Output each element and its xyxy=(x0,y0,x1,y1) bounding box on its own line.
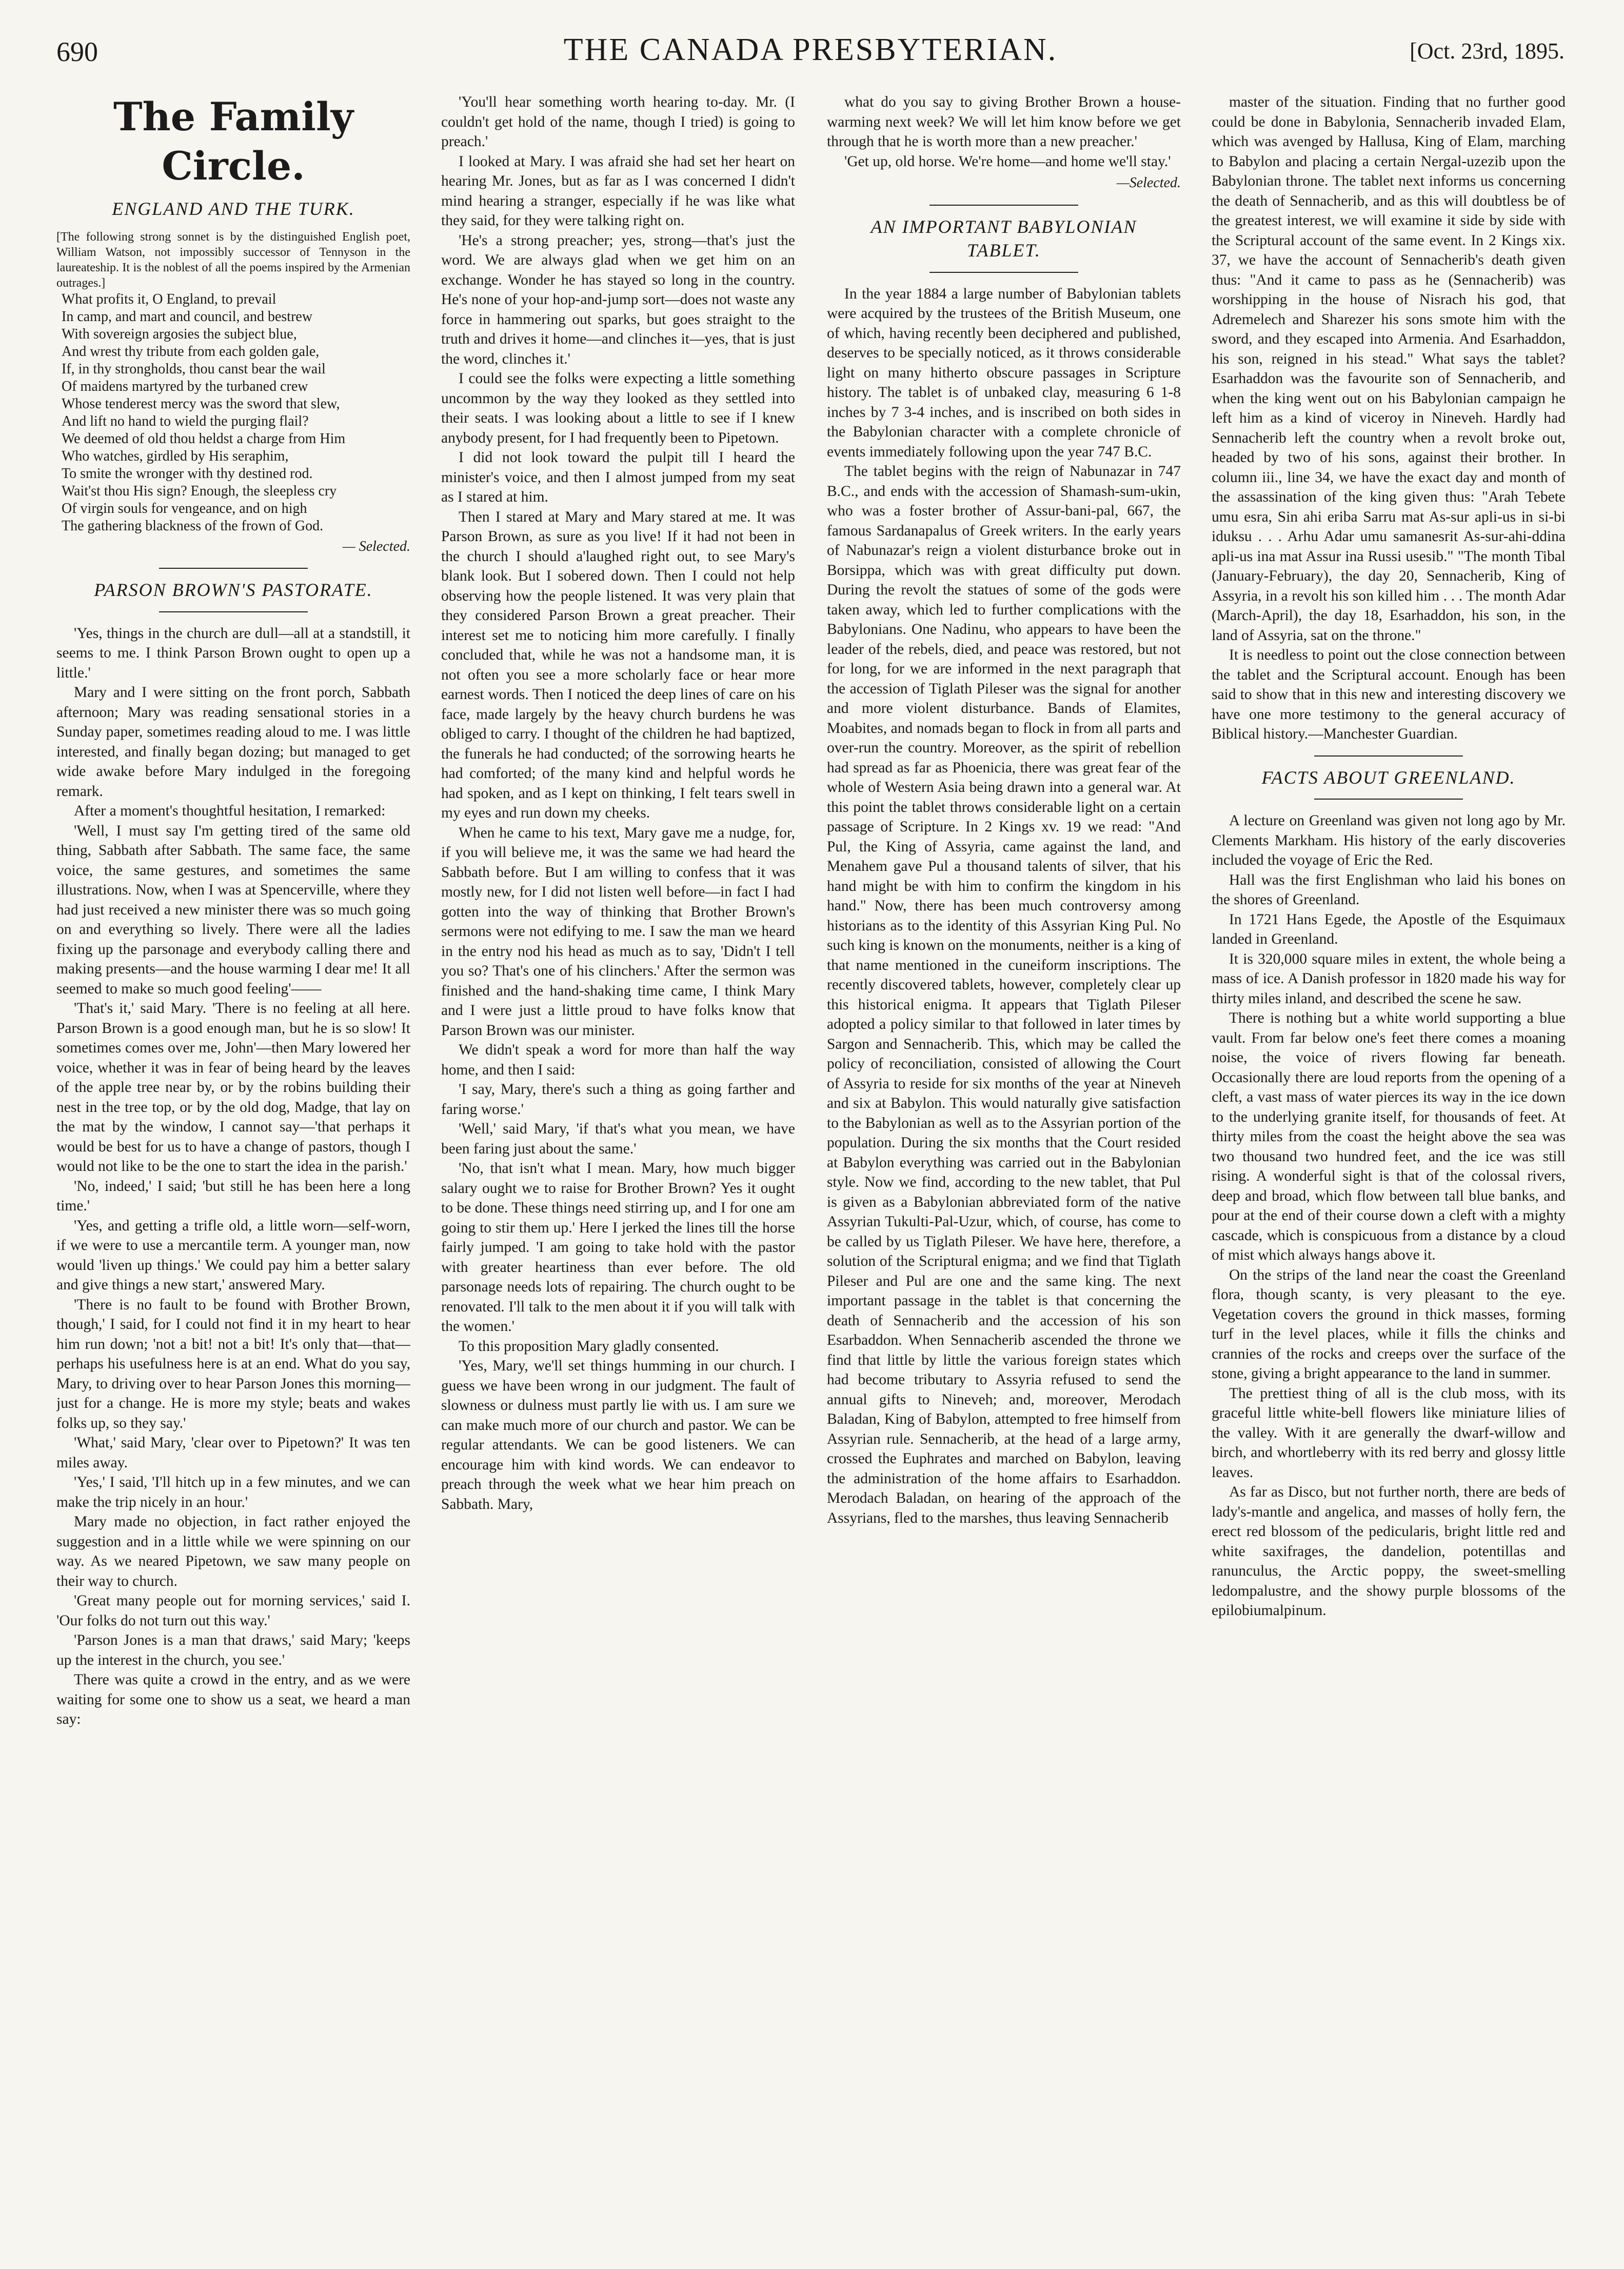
paragraph: master of the situation. Finding that no further good could be done in Babylonia, Sennacherib invaded Elam, which was avenged by Hallusa, King of Elam, marching to Babylon and placing a certain Nergal-uzezib upon the Babylonian throne. The tablet next informs us concerning the death of Sennacherib, and as this will doubtless be of the greatest interest, we will examine it side by side with the Scriptural account of the same event. In 2 Kings xix. 37, we have the account of Sennacherib's death given thus: "And it came to pass as he (Sennacherib) was worshipping in the house of Nisrach his god, that Adremelech and Sharezer his sons smote him with the sword, and they escaped into Armenia. And Esarhaddon, his son, reigned in his stead." What says the tablet? Esarhaddon was the favourite son of Sennacherib, and when the king went out on his Babylonian campaign he left him as a kind of viceroy in Nineveh. Hardly had Sennacherib left the country when a revolt broke out, headed by two of his sons, against their brother. In column iii., line 34, we have the exact day and month of the assassination of the king given thus: "Arah Tebete umu esra, Sin ahi eriba Sarru mat As-sur apli-us in si-bi iduksu . . . Arhu Adar umu samanesrit As-sur-ahi-ddina apli-us ina mat Assur ina Russi usesib." "The month Tibal (January-February), the day 20, Sennacherib, King of Assyria, in a revolt his son killed him . . . The month Adar (March-April), the day 18, Esarhaddon, his son, in the land of Assyria, sat on the throne." xyxy=(1212,94,1566,644)
page-header xyxy=(56,32,1564,78)
divider xyxy=(1314,799,1463,800)
paragraph: When he came to his text, Mary gave me a nudge, for, if you will believe me, it was the same we had heard the Sabbath before. But I am willing to confess that it was mostly new, for I did not listen well before—in fact I had gotten into the way of thinking that Brother Brown's sermons were not edifying to me. I saw the man we heard in the entry nod his head as much as to say, 'Didn't I tell you so? That's one of his clinchers.' After the sermon was finished and the hand-shaking time came, I think Mary and I were just a little proud to have folks know that Parson Brown was our minister. xyxy=(441,824,795,1039)
divider xyxy=(1314,755,1463,757)
paragraph: 'Yes, and getting a trifle old, a little worn—self-worn, if we were to use a mercantile term. A younger man, now would 'liven up things.' We could pay him a better salary and give things a new start,' answered Mary. xyxy=(56,1217,410,1293)
paragraph: In 1721 Hans Egede, the Apostle of the Esquimaux landed in Greenland. xyxy=(1212,911,1566,947)
paragraph: 'What,' said Mary, 'clear over to Pipetown?' It was ten miles away. xyxy=(56,1435,410,1471)
divider xyxy=(929,272,1078,273)
paragraph: After a moment's thoughtful hesitation, I remarked: xyxy=(74,803,386,819)
article-title-parson: PARSON BROWN'S PASTORATE. xyxy=(94,580,373,600)
poem-line: Who watches, girdled by His seraphim, xyxy=(62,448,289,464)
paragraph: I looked at Mary. I was afraid she had set her heart on hearing Mr. Jones, but as far as I was concerned I didn't mind hearing a stranger, especially if he was like what they said, for they were talking right on. xyxy=(441,153,795,229)
poem-credit: — Selected. xyxy=(342,538,410,554)
paragraph: On the strips of the land near the coast the Greenland flora, though scanty, is very pleasant to the eye. Vegetation covers the ground in thick masses, forming turf in the level places, while it fills the chinks and crannies of the rocks and creeps over the surface of the stone, giving a bright appearance to the land in summer. xyxy=(1212,1266,1566,1382)
divider xyxy=(929,205,1078,206)
article-body-parson-continued xyxy=(441,92,795,1514)
section-heading-family-circle: The Family Circle. xyxy=(113,94,353,189)
paragraph: The prettiest thing of all is the club moss, with its graceful little white-bell flowers like miniature lilies of the valley. With it are generally the dwarf-willow and birch, and whortleberry with its red berry and glossy little leaves. xyxy=(1212,1385,1566,1481)
paragraph: 'Well,' said Mary, 'if that's what you mean, we have been faring just about the same.' xyxy=(441,1121,795,1157)
paragraph: To this proposition Mary gladly consented. xyxy=(459,1338,719,1355)
paragraph: 'Yes,' I said, 'I'll hitch up in a few minutes, and we can make the trip nicely in an hour.' xyxy=(56,1474,410,1510)
poem-line: The gathering blackness of the frown of God. xyxy=(62,518,324,534)
paragraph: 'He's a strong preacher; yes, strong—that's just the word. We are always glad when we get him on an exchange. Wonder he has stayed so long in the country. He's none of your hop-and-jump sort—does not waste any force in hammering out sparks, but goes straight to the truth and drives it home—and clinches it—yes, that is just the word, clinches it.' xyxy=(441,232,795,367)
poem-line: What profits it, O England, to prevail xyxy=(62,291,276,307)
article-title-greenland: FACTS ABOUT GREENLAND. xyxy=(1261,767,1516,788)
column-4 xyxy=(1212,92,1566,2241)
divider xyxy=(159,611,308,612)
poem-line: To smite the wronger with thy destined rod. xyxy=(62,465,313,482)
paragraph: There is nothing but a white world supporting a blue vault. From far below one's feet there comes a moaning noise, the voice of rivers flowing far beneath. Occasionally there are loud reports from the opening of a cleft, a vast mass of water pierces its way in the ice down to the underlying granite itself, for thousands of feet. At thirty miles from the coast the height above the sea was two thousand two hundred feet, and the ice was still rising. A wonderful sight is that of the colossal rivers, deep and broad, which flow between tall blue banks, and pour at the end of their course down a cleft with a mighty cascade, which is conspicuous from a distance by a cloud of mist which always hangs above it. xyxy=(1212,1010,1566,1263)
paragraph: In the year 1884 a large number of Babylonian tablets were acquired by the trustees of the British Museum, one of which, having recently been deciphered and published, deserves to be specially noticed, as it throws considerable light on many hitherto obscure passages in Scripture history. The tablet is of unbaked clay, measuring 6 1-8 inches by 7 3-4 inches, and is inscribed on both sides in the Babylonian character with a complete chronicle of events immediately following upon the year 747 B.C. xyxy=(827,285,1181,460)
paragraph: 'Yes, things in the church are dull—all at a standstill, it seems to me. I think Parson Brown ought to open up a little.' xyxy=(56,625,410,681)
paragraph: 'Parson Jones is a man that draws,' said Mary; 'keeps up the interest in the church, you see.' xyxy=(56,1632,410,1668)
paragraph: The tablet begins with the reign of Nabunazar in 747 B.C., and ends with the accession of Shamash-sum-ukin, who was a foster brother of Assur-bani-pal, 667, the famous Sardanapalus of Greek writers. In the early years of Nabunazar's reign a violent disturbance broke out in Borsippa, which was with great difficulty put down. During the revolt the statues of some of the gods were taken away, which led to further complications with the Babylonians. One Nadinu, who appears to have been the leader of the rebels, died, and peace was restored, but not for long, for we are informed in the next paragraph that the accession of Tiglath Pileser was the signal for another and more violent disturbance. Bands of Elamites, Moabites, and nomads began to flock in from all parts and over-run the country. Moreover, as the spirit of rebellion had spread as far as Phoenicia, there was great fear of the whole of Western Asia being drawn into a general war. At this point the tablet throws considerable light on a certain passage of Scripture. In 2 Kings xv. 19 we read: "And Pul, the King of Assyria, came against the land, and Menahem gave Pul a thousand talents of silver, that his hand might be with him to confirm the kingdom in his hand." Now, there has been much controversy among historians as to the identity of this Assyrian King Pul. No such king is known on the monuments, neither is a king of that name mentioned in the cuneiform inscriptions. The recently discovered tablets, however, completely clear up this historical enigma. It appears that Tiglath Pileser adopted a policy similar to that followed in later times by Sargon and Sennacherib. This, which may be called the policy of reconciliation, consisted of allowing the Court of Assyria to reside for six months of the year at Nineveh and six at Babylon. This would naturally give satisfaction to the Babylonian as well as to the Assyrian portion of the population. During the six months that the Court resided at Babylon everything was carried out in the Babylonian style. Now we find, according to the new tablet, that Pul is given as a Babylonian abbreviated form of the native Assyrian Tukulti-Pal-Uzur, which, of course, has come to be called by us Tiglath Pileser. We have here, therefore, a solution of the Scriptural enigma; and we find that Tiglath Pileser and Pul are one and the same king. The next important passage in the tablet is that concerning the death of Sennacherib and the accession of his son Esarbaddon. When Sennacherib ascended the throne we find that little by little the various foreign states which had become tributary to Assyria refused to send the annual gifts to Nineveh; and, moreover, Merodach Baladan, King of Babylon, attempted to free himself from Assyrian rule. Sennacherib, at the head of a large army, crossed the Euphrates and marched on Babylon, leaving the administration of the home affairs to Esarhaddon. Merodach Baladan, on hearing of the approach of the Assyrians, fled to the marshes, thus leaving Sennacherib xyxy=(827,463,1181,1526)
paragraph: A lecture on Greenland was given not long ago by Mr. Clements Markham. His history of the early discoveries included the voyage of Eric the Red. xyxy=(1212,812,1566,868)
poem-title: ENGLAND AND THE TURK. xyxy=(112,198,355,219)
paragraph: It is 320,000 square miles in extent, the whole being a mass of ice. A Danish professor in 1820 made his way for thirty miles inland, and described the scene he saw. xyxy=(1212,950,1566,1007)
poem-line: If, in thy strongholds, thou canst bear the wail xyxy=(62,361,326,377)
paragraph: 'No, indeed,' I said; 'but still he has been here a long time.' xyxy=(56,1178,410,1214)
article-body-parson-end xyxy=(827,92,1181,171)
paragraph: As far as Disco, but not further north, there are beds of lady's-mantle and angelica, and masses of holly fern, the erect red blossom of the pedicularis, bright little red and white saxifrages, the dandelion, potentillas and ranunculus, the Arctic poppy, the sweet-smelling ledompalustre, and the showy purple blossoms of the epilobiumalpinum. xyxy=(1212,1484,1566,1619)
paragraph: It is needless to point out the close connection between the tablet and the Scriptural account. Enough has been said to show that in this new and interesting discovery we have one more testimony to the general accuracy of Biblical history.—Manchester Guardian. xyxy=(1212,647,1566,742)
poem-line: In camp, and mart and council, and bestrew xyxy=(62,308,313,325)
paragraph: 'I say, Mary, there's such a thing as going farther and faring worse.' xyxy=(441,1081,795,1118)
paragraph: what do you say to giving Brother Brown a house-warming next week? We will let him know before we get through that he is worth more than a new preacher.' xyxy=(827,94,1181,150)
page-number: 690 xyxy=(56,36,98,67)
poem-body xyxy=(62,291,410,535)
column-1 xyxy=(56,92,410,2241)
paragraph: Hall was the first Englishman who laid his bones on the shores of Greenland. xyxy=(1212,871,1566,908)
issue-date: [Oct. 23rd, 1895. xyxy=(1410,38,1564,64)
poem-line: And wrest thy tribute from each golden gale, xyxy=(62,343,320,360)
parson-credit: —Selected. xyxy=(1116,175,1181,191)
column-2 xyxy=(441,92,795,2241)
poem-line: With sovereign argosies the subject blue, xyxy=(62,326,297,342)
paragraph: 'No, that isn't what I mean. Mary, how much bigger salary ought we to raise for Brother Brown? Yes it ought to be done. These things need stirring up, and I for one am going to stir them up.' Here I jerked the lines till the horse fairly jumped. 'I am going to take hold with the pastor with greater heartiness than ever before. The old parsonage needs lots of repairing. The church ought to be renovated. I'll talk to the men about it if you will talk with the women.' xyxy=(441,1160,795,1335)
poem-note: [The following strong sonnet is by the distinguished English poet, William Watson, not impossibly successor of Tennyson in the laureateship. It is the noblest of all the poems inspired by the Armenian outrages.] xyxy=(56,230,410,290)
paragraph: We didn't speak a word for more than half the way home, and then I said: xyxy=(441,1042,795,1078)
paragraph: 'Get up, old horse. We're home—and home we'll stay.' xyxy=(844,153,1171,170)
paragraph: 'You'll hear something worth hearing to-day. Mr. (I couldn't get hold of the name, though I tried) is going to preach.' xyxy=(441,94,795,150)
paragraph: I could see the folks were expecting a little something uncommon by the way they looked as they settled into their seats. I was looking about a little to see if I knew anybody present, for I had frequently been to Pipetown. xyxy=(441,370,795,446)
article-body-tablet-continued xyxy=(1212,92,1566,744)
poem-line: Whose tenderest mercy was the sword that slew, xyxy=(62,395,340,412)
article-body-greenland xyxy=(1212,811,1566,1621)
paragraph: 'Great many people out for morning services,' said I. 'Our folks do not turn out this way.' xyxy=(56,1593,410,1629)
article-body-parson xyxy=(56,624,410,1729)
paragraph: 'Well, I must say I'm getting tired of the same old thing, Sabbath after Sabbath. The same face, the same voice, the same gestures, and sometimes the same illustrations. Now, when I was at Spencerville, where they had just received a new minister there was so much going on and everything so lively. There were all the ladies fixing up the parsonage and everybody calling there and making presents—and the house warming I dear me! It all seemed to make so much good feeling'—— xyxy=(56,822,410,997)
poem-line: We deemed of old thou heldst a charge from Him xyxy=(62,430,346,447)
masthead: THE CANADA PRESBYTERIAN. xyxy=(563,32,1058,67)
paragraph: Mary and I were sitting on the front porch, Sabbath afternoon; Mary was reading sensational stories in a Sunday paper, sometimes reading aloud to me. I was little interested, and finally began dozing; but managed to get wide awake before Mary indulged in the foregoing remark. xyxy=(56,684,410,800)
poem-line: Wait'st thou His sign? Enough, the sleepless cry xyxy=(62,483,337,499)
paragraph: 'Yes, Mary, we'll set things humming in our church. I guess we have been wrong in our judgment. The fault of slowness or dulness must partly lie with us. I am sure we can make much more of our church and pastor. We can be regular attendants. We can be good listeners. We can encourage him with kind words. We can endeavor to preach through the week what we hear him preach on Sabbath. Mary, xyxy=(441,1358,795,1512)
article-title-tablet-line1: AN IMPORTANT BABYLONIAN xyxy=(870,216,1137,237)
paragraph: 'That's it,' said Mary. 'There is no feeling at all here. Parson Brown is a good enough man, but he is so slow! It sometimes comes over me, John'—then Mary lowered her voice, whether it was in fear of being heard by the leaves of the apple tree near by, or by the robins building their nest in the tree top, or by the old dog, Madge, that lay on the mat by the window, I cannot say—'that perhaps it would be best for us to have a change of pastors, though I would not like to be the one to start the idea in the parish.' xyxy=(56,1000,410,1175)
divider xyxy=(159,568,308,569)
paragraph: 'There is no fault to be found with Brother Brown, though,' I said, for I could not find it in my heart to hear him run down; 'not a bit! not a bit! It's only that—that—perhaps his usefulness here is at an end. What do you say, Mary, to driving over to hear Parson Jones this morning—just for a change. He is more my style; beats and wakes folks up, so they say.' xyxy=(56,1296,410,1431)
article-title-tablet-line2: TABLET. xyxy=(967,240,1041,261)
paragraph: I did not look toward the pulpit till I heard the minister's voice, and then I almost jumped from my seat as I stared at him. xyxy=(441,449,795,505)
paragraph: There was quite a crowd in the entry, and as we were waiting for some one to show us a seat, we heard a man say: xyxy=(56,1671,410,1727)
poem-line: Of maidens martyred by the turbaned crew xyxy=(62,378,308,394)
column-3 xyxy=(827,92,1181,2241)
poem-line: And lift no hand to wield the purging flail? xyxy=(62,413,309,429)
poem-line: Of virgin souls for vengeance, and on high xyxy=(62,500,307,516)
article-body-tablet xyxy=(827,284,1181,1528)
paragraph: Mary made no objection, in fact rather enjoyed the suggestion and in a little while we were spinning on our way. As we neared Pipetown, we saw many people on their way to church. xyxy=(56,1514,410,1589)
paragraph: Then I stared at Mary and Mary stared at me. It was Parson Brown, as sure as you live! If it had not been in the church I should a'laughed right out, to see Mary's blank look. But I sobered down. Then I could not help observing how the people listened. It was very plain that they considered Parson Brown a great preacher. Their interest set me to noticing him more carefully. I finally concluded that, while he was not a handsome man, it is not often you see a more scholarly face or hear more earnest words. Then I noticed the deep lines of care on his face, made largely by the heavy church burdens he was obliged to carry. I thought of the children he had baptized, the funerals he had conducted; of the sorrowing hearts he had comforted; of the many kind and helpful words he had spoken, and as I kept on thinking, I felt tears swell in my eyes and run down my cheeks. xyxy=(441,508,795,821)
